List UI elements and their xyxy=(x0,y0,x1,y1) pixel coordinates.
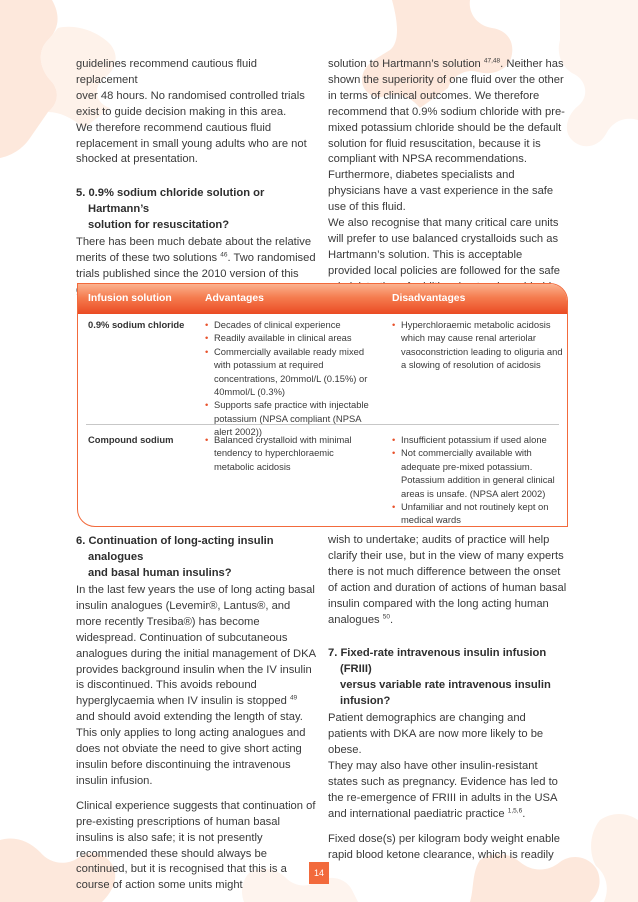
section-6-heading xyxy=(76,533,316,581)
advantages-cell xyxy=(205,318,375,439)
infusion-comparison-table xyxy=(77,283,568,527)
disadvantage-item: • Insufficient potassium if used alone xyxy=(392,433,564,446)
section-6-paragraph-1: In the last few years the use of long acting basal insulin analogues (Levemir®, Lantus®, and more recently Tresiba®) has become widespread. Continuation of subcutaneous analogues during the initial management of DKA provides background insulin when the IV insulin is discontinued. This avoids rebound hyperglycaemia when IV insulin is stopped $^{49}$ and should avoid extending the length of stay. This only applies to long acting analogues and does not obviate the need to give short acting insulin before discontinuing the intravenous insulin infusion. xyxy=(76,584,316,787)
fluid-paragraph-3: We also recognise that many critical care units will prefer to use balanced crystalloids such as Hartmann’s solution. This is acceptable provided local policies are followed for the safe xyxy=(328,217,560,277)
advantages-cell xyxy=(205,433,375,473)
row-divider xyxy=(86,424,559,425)
section-5-paragraph: There has been much debate about the relative merits of these two solutions $^{46}$. Two randomised trials published since the 2010 version of this xyxy=(76,236,316,281)
disadvantage-item: • Hyperchloraemic metabolic acidosis which may cause renal arteriolar vasoconstriction leading to oliguria and a slowing of resolution of acidosis xyxy=(392,318,564,372)
right-column-top xyxy=(328,57,568,296)
section-7-paragraph-2: They may also have other insulin-resistant states such as pregnancy. Evidence has led to the re-emergence of FRIII in adults in the USA and international paediatric practice $^{1,5,6}$. xyxy=(328,760,558,820)
ref-49: 49 xyxy=(289,694,298,702)
section-7-heading-line-3: infusion? xyxy=(340,695,391,708)
solution-name: Compound sodium xyxy=(88,434,174,445)
disadvantage-item: • Unfamiliar and not routinely kept on medical wards xyxy=(392,500,564,527)
left-column-top xyxy=(76,57,316,299)
advantage-item: • Balanced crystalloid with minimal tendency to hyperchloraemic metabolic acidosis xyxy=(205,433,375,473)
section-7-heading-line-1: 7. Fixed-rate intravenous insulin infusion (FRIII) xyxy=(328,647,547,676)
intro-line-4: We therefore recommend cautious fluid xyxy=(76,121,272,134)
header-disadvantages: Disadvantages xyxy=(392,293,466,304)
page-number: 14 xyxy=(309,862,329,884)
section-6-heading-line-1: 6. Continuation of long-acting insulin analogues xyxy=(76,535,274,563)
puzzle-piece-right xyxy=(559,0,638,146)
section-5-heading-line-1: 5. 0.9% sodium chloride solution or Hartmann’s xyxy=(76,187,265,216)
intro-line-6: shocked at presentation. xyxy=(76,153,198,166)
intro-line-5: replacement in small young adults who are not xyxy=(76,137,307,150)
fluid-paragraph-2: Furthermore, diabetes specialists and physicians have a vast experience in the safe use of this fluid. xyxy=(328,169,554,214)
ref-46: 46 xyxy=(220,251,228,259)
puzzle-piece-top-left xyxy=(0,0,58,158)
ref-1-5-6: 1,5,6 xyxy=(507,807,523,815)
intro-line-3: exist to guide decision making in this area. xyxy=(76,105,287,118)
disadvantage-item: • Not commercially available with adequate pre-mixed potassium. Potassium addition in general clinical areas is unsafe. (NPSA alert 2002) xyxy=(392,446,564,500)
intro-line-2: over 48 hours. No randomised controlled trials xyxy=(76,89,305,102)
section-6-continuation: wish to undertake; audits of practice will help clarify their use, but in the view of many experts there is not much difference between the onset of action and duration of actions of human basal insulin compared with the long acting human analogues $^{50}$. xyxy=(328,534,567,626)
advantage-item: • Commercially available ready mixed with potassium at required concentrations, 20mmol/L (0.15%) or 40mmol/L (0.3%) xyxy=(205,345,375,399)
header-advantages: Advantages xyxy=(205,293,264,304)
right-column-bottom xyxy=(328,533,568,864)
fluid-paragraph-1: solution to Hartmann’s solution $^{47,48}$. Neither has shown the superiority of one fluid over the other in terms of clinical outcomes. We therefore recommend that 0.9% sodium chloride with pre-mixed potassium chloride should be the default solution for fluid resuscitation, because it is compliant with NPSA recommendations. xyxy=(328,57,565,166)
section-7-heading xyxy=(328,645,568,709)
section-5-heading-line-2: solution for resuscitation? xyxy=(88,219,230,232)
advantage-item: • Decades of clinical experience xyxy=(205,318,375,331)
disadvantages-cell xyxy=(392,433,564,527)
section-5-heading xyxy=(76,185,316,233)
intro-line-1: guidelines recommend cautious fluid replacement xyxy=(76,58,257,86)
left-column-bottom xyxy=(76,533,316,894)
disadvantages-cell xyxy=(392,318,564,372)
section-7-paragraph-1: Patient demographics are changing and patients with DKA are now more likely to be obese. xyxy=(328,712,544,757)
table-header xyxy=(78,284,567,314)
advantage-item: • Supports safe practice with injectable potassium (NPSA compliant (NPSA alert 2002)) xyxy=(205,398,375,438)
section-6-heading-line-2: and basal human insulins? xyxy=(88,567,232,579)
section-7-paragraph-3: Fixed dose(s) per kilogram body weight enable rapid blood ketone clearance, which is readily xyxy=(328,832,560,861)
section-7-heading-line-2: versus variable rate intravenous insulin xyxy=(340,679,551,692)
solution-name: 0.9% sodium chloride xyxy=(88,319,185,330)
header-infusion-solution: Infusion solution xyxy=(88,293,172,304)
advantage-item: • Readily available in clinical areas xyxy=(205,331,375,344)
section-6-paragraph-2: Clinical experience suggests that continuation of pre-existing prescriptions of human basal insulins is also safe; it is not presently recommended these should always be continued, but it is recognised that this is a course of action some units might xyxy=(76,799,316,892)
ref-47-48: 47,48 xyxy=(483,57,501,65)
ref-50: 50 xyxy=(382,612,390,620)
